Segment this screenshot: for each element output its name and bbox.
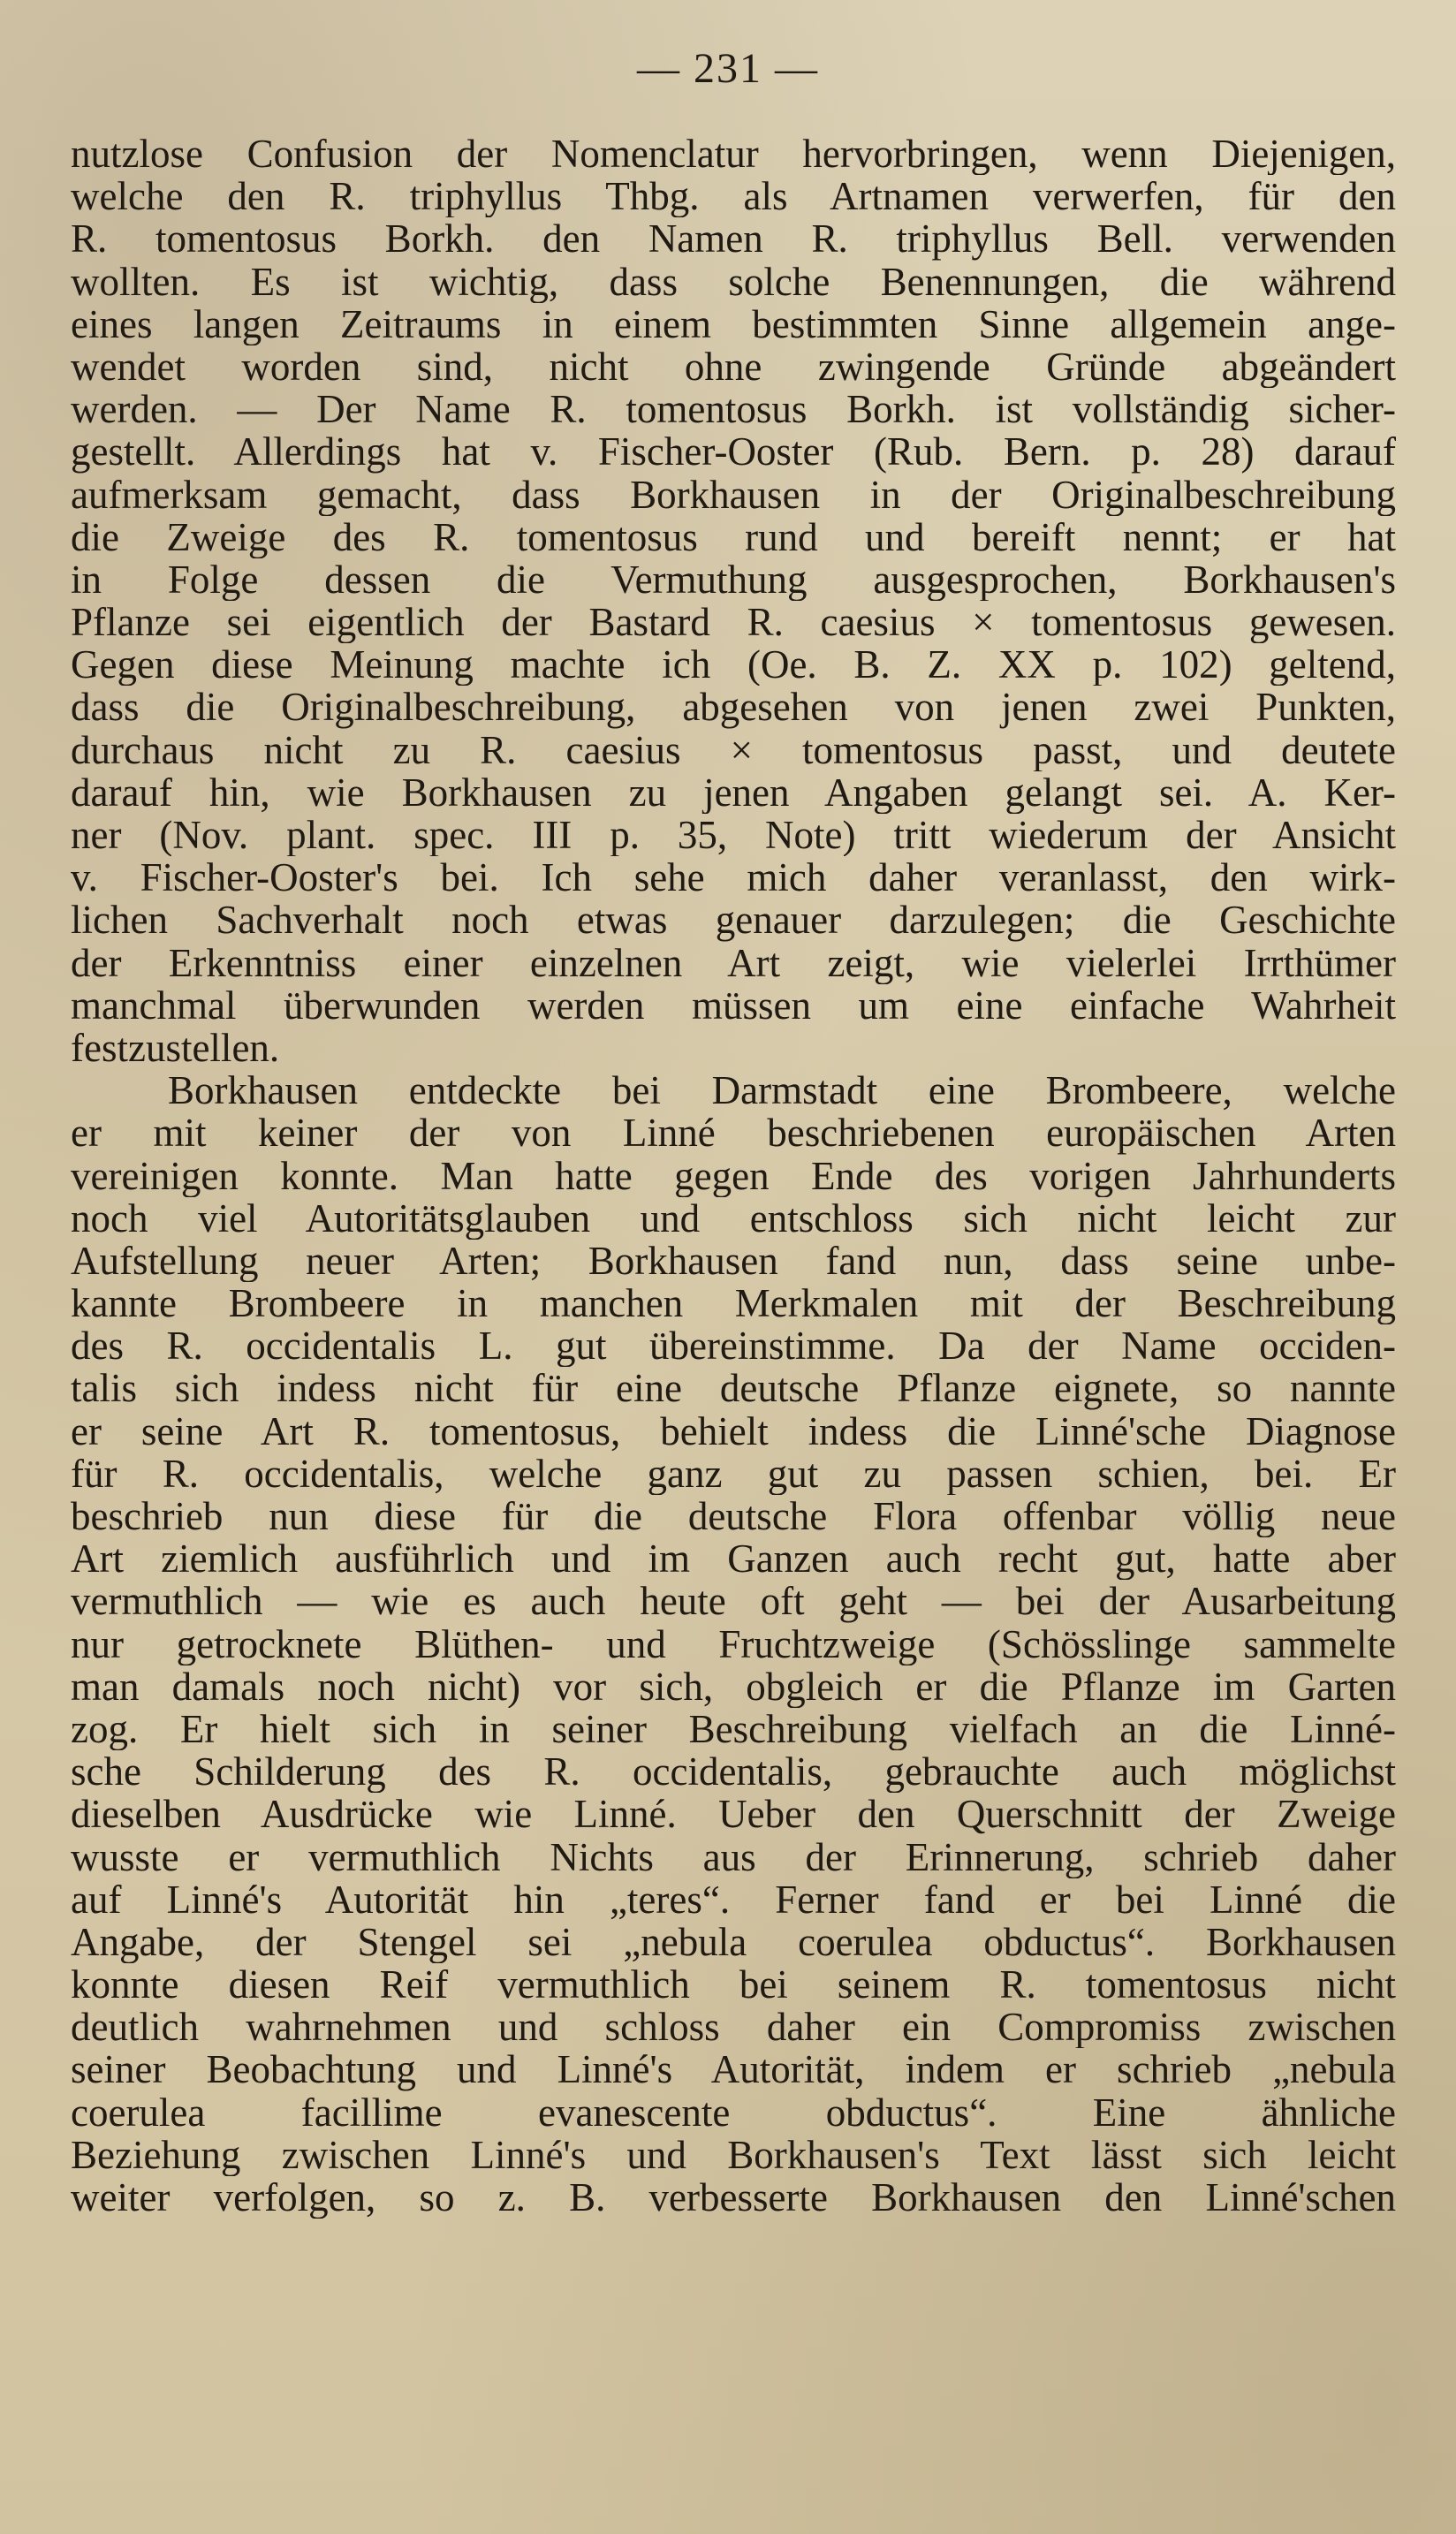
text-line: die Zweige des R. tomentosus rund und bereift nennt; er hat <box>71 515 1396 558</box>
text-line: er seine Art R. tomentosus, behielt indess die Linné'sche Diagnose <box>71 1409 1396 1453</box>
text-line: werden. — Der Name R. tomentosus Borkh. ist vollständig sicher- <box>71 388 1396 431</box>
text-line: dieselben Ausdrücke wie Linné. Ueber den Querschnitt der Zweige <box>71 1793 1396 1836</box>
text-line: konnte diesen Reif vermuthlich bei seinem R. tomentosus nicht <box>71 1963 1396 2007</box>
text-line: durchaus nicht zu R. caesius × tomentosus passt, und deutete <box>71 728 1396 771</box>
text-line: Gegen diese Meinung machte ich (Oe. B. Z. XX p. 102) geltend, <box>71 643 1396 687</box>
text-line: welche den R. triphyllus Thbg. als Artnamen verwerfen, für den <box>71 175 1396 218</box>
text-line: wendet worden sind, nicht ohne zwingende Gründe abgeändert <box>71 345 1396 389</box>
text-line: eines langen Zeitraums in einem bestimmten Sinne allgemein ange- <box>71 302 1396 345</box>
text-line: er mit keiner der von Linné beschriebenen europäischen Arten <box>71 1111 1396 1155</box>
page-number: — 231 — <box>637 45 819 92</box>
text-line: seiner Beobachtung und Linné's Autorität, indem er schrieb „nebula <box>71 2048 1396 2091</box>
text-line: Beziehung zwischen Linné's und Borkhausen's Text lässt sich leicht <box>71 2133 1396 2176</box>
text-line: aufmerksam gemacht, dass Borkhausen in der Originalbeschreibung <box>71 473 1396 516</box>
text-line: manchmal überwunden werden müssen um eine einfache Wahrheit <box>71 983 1396 1027</box>
text-line: wusste er vermuthlich Nichts aus der Erinnerung, schrieb daher <box>71 1835 1396 1878</box>
text-line: weiter verfolgen, so z. B. verbesserte Borkhausen den Linné'schen <box>71 2176 1396 2219</box>
text-line: Angabe, der Stengel sei „nebula coerulea obductus“. Borkhausen <box>71 1920 1396 1964</box>
text-line: noch viel Autoritätsglauben und entschloss sich nicht leicht zur <box>71 1196 1396 1240</box>
text-line: für R. occidentalis, welche ganz gut zu passen schien, bei. Er <box>71 1452 1396 1495</box>
text-line: des R. occidentalis L. gut übereinstimme. Da der Name occiden- <box>71 1324 1396 1368</box>
text-line: man damals noch nicht) vor sich, obgleich er die Pflanze im Garten <box>71 1665 1396 1708</box>
text-line: nutzlose Confusion der Nomenclatur hervorbringen, wenn Diejenigen, <box>71 133 1396 176</box>
text-line: R. tomentosus Borkh. den Namen R. triphyllus Bell. verwenden <box>71 217 1396 261</box>
text-line: nur getrocknete Blüthen- und Fruchtzweige (Schösslinge sammelte <box>71 1622 1396 1665</box>
text-line: auf Linné's Autorität hin „teres“. Ferner fand er bei Linné die <box>71 1878 1396 1921</box>
text-line: coerulea facillime evanescente obductus“. Eine ähnliche <box>71 2090 1396 2134</box>
text-line: darauf hin, wie Borkhausen zu jenen Angaben gelangt sei. A. Ker- <box>71 770 1396 814</box>
text-line: in Folge dessen die Vermuthung ausgesprochen, Borkhausen's <box>71 558 1396 602</box>
text-line: sche Schilderung des R. occidentalis, gebrauchte auch möglichst <box>71 1750 1396 1794</box>
text-line: deutlich wahrnehmen und schloss daher ein Compromiss zwischen <box>71 2006 1396 2049</box>
text-line: vereinigen konnte. Man hatte gegen Ende des vorigen Jahrhunderts <box>71 1154 1396 1197</box>
text-line: ner (Nov. plant. spec. III p. 35, Note) tritt wiederum der Ansicht <box>71 814 1396 857</box>
text-line: der Erkenntniss einer einzelnen Art zeigt, wie vielerlei Irrthümer <box>71 941 1396 984</box>
text-line: Borkhausen entdeckte bei Darmstadt eine Brombeere, welche <box>168 1069 1396 1112</box>
text-line: Aufstellung neuer Arten; Borkhausen fand nun, dass seine unbe- <box>71 1239 1396 1283</box>
text-line: Art ziemlich ausführlich und im Ganzen auch recht gut, hatte aber <box>71 1537 1396 1581</box>
text-line: vermuthlich — wie es auch heute oft geht — bei der Ausarbeitung <box>71 1580 1396 1623</box>
text-line: zog. Er hielt sich in seiner Beschreibung vielfach an die Linné- <box>71 1707 1396 1751</box>
text-line: beschrieb nun diese für die deutsche Flora offenbar völlig neue <box>71 1495 1396 1538</box>
text-line: gestellt. Allerdings hat v. Fischer-Ooster (Rub. Bern. p. 28) darauf <box>71 430 1396 474</box>
text-line: lichen Sachverhalt noch etwas genauer darzulegen; die Geschichte <box>71 899 1396 942</box>
text-line: Pflanze sei eigentlich der Bastard R. caesius × tomentosus gewesen. <box>71 601 1396 644</box>
text-line: kannte Brombeere in manchen Merkmalen mit der Beschreibung <box>71 1282 1396 1325</box>
text-line: dass die Originalbeschreibung, abgesehen von jenen zwei Punkten, <box>71 686 1396 729</box>
text-line: v. Fischer-Ooster's bei. Ich sehe mich daher veranlasst, den wirk- <box>71 856 1396 899</box>
text-line: talis sich indess nicht für eine deutsche Pflanze eignete, so nannte <box>71 1367 1396 1410</box>
text-line: festzustellen. <box>71 1026 280 1070</box>
text-line: wollten. Es ist wichtig, dass solche Benennungen, die während <box>71 260 1396 303</box>
body-text <box>71 133 1396 2219</box>
